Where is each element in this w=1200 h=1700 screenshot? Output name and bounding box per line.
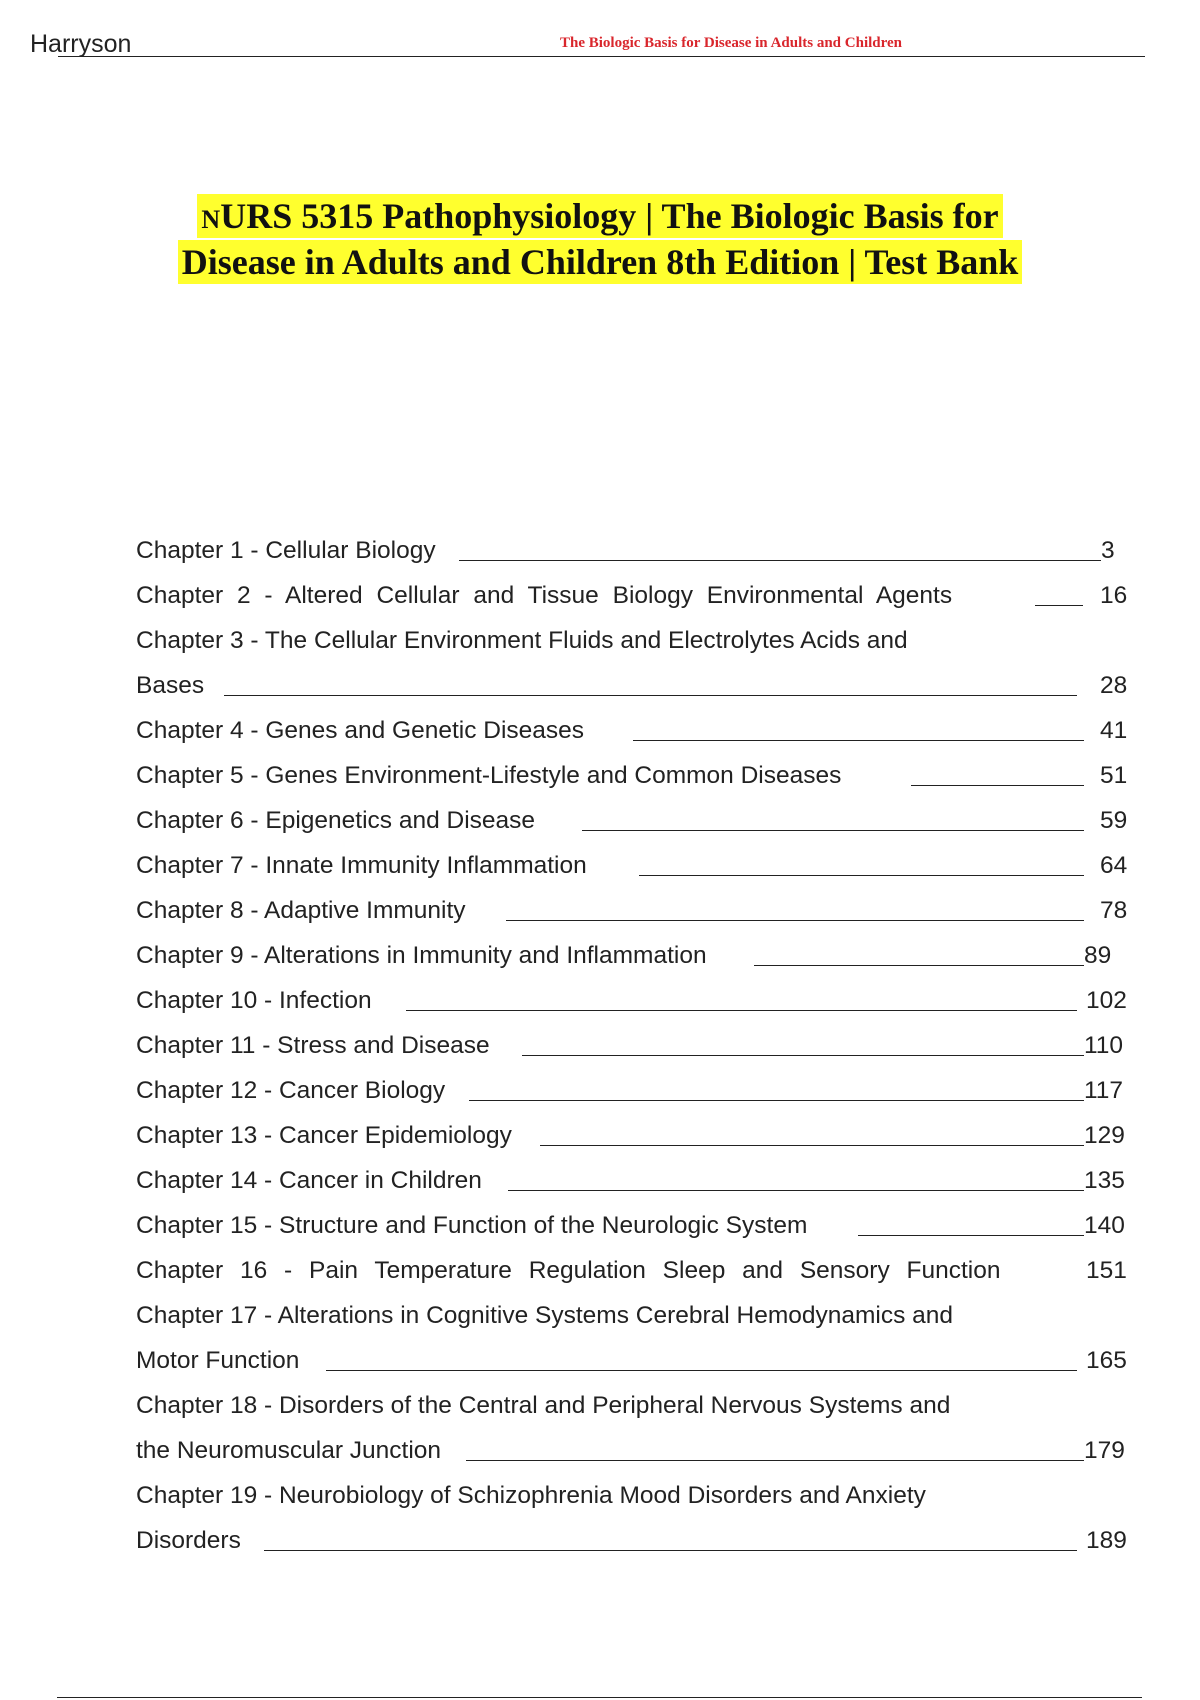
toc-entry-label: Chapter 12 - Cancer Biology xyxy=(136,1077,446,1104)
toc-entry-label: Disorders xyxy=(136,1527,241,1554)
toc-entry-page: 78 xyxy=(1100,897,1128,924)
toc-leader xyxy=(754,965,1084,966)
toc-entry-label: Chapter 4 - Genes and Genetic Diseases xyxy=(136,717,585,744)
toc-entry[interactable] xyxy=(136,1203,1125,1248)
toc-entry[interactable] xyxy=(136,753,1128,798)
toc-entry-continuation[interactable] xyxy=(136,1428,1125,1473)
toc-leader xyxy=(858,1235,1084,1236)
toc-entry-label: Bases xyxy=(136,672,205,699)
toc-entry[interactable] xyxy=(136,528,1115,573)
toc-entry-page: 135 xyxy=(1084,1167,1125,1194)
page-header xyxy=(30,28,1145,58)
toc-entry-continuation[interactable] xyxy=(136,1518,1127,1563)
toc-entry-page: 59 xyxy=(1100,807,1128,834)
toc-entry-page: 151 xyxy=(1086,1257,1127,1284)
toc-entry[interactable] xyxy=(136,1158,1125,1203)
toc-entry-page: 140 xyxy=(1084,1212,1125,1239)
toc-entry-label: Chapter 7 - Innate Immunity Inflammation xyxy=(136,852,587,879)
toc-entry-page: 41 xyxy=(1100,717,1128,744)
toc-entry[interactable] xyxy=(136,888,1128,933)
toc-entry[interactable] xyxy=(136,1383,1096,1428)
toc-entry[interactable] xyxy=(136,798,1128,843)
toc-entry-page: 64 xyxy=(1100,852,1128,879)
toc-entry-page: 3 xyxy=(1101,537,1115,564)
toc-entry-page: 189 xyxy=(1086,1527,1127,1554)
toc-entry-label: Chapter 6 - Epigenetics and Disease xyxy=(136,807,536,834)
toc-entry-page: 89 xyxy=(1084,942,1112,969)
toc-entry-page: 110 xyxy=(1084,1032,1124,1059)
toc-entry-page: 28 xyxy=(1100,672,1128,699)
footer-rule xyxy=(57,1697,1142,1698)
toc-leader xyxy=(506,920,1084,921)
toc-entry[interactable] xyxy=(136,1023,1124,1068)
toc-entry[interactable] xyxy=(136,618,1096,663)
toc-entry-continuation[interactable] xyxy=(136,1338,1127,1383)
toc-entry-label: Chapter 19 - Neurobiology of Schizophrenia Mood Disorders and Anxiety xyxy=(136,1482,926,1509)
toc-entry-label: Chapter 3 - The Cellular Environment Fluids and Electrolytes Acids and xyxy=(136,627,908,654)
toc-leader xyxy=(1035,605,1083,606)
toc-entry-label: Chapter 8 - Adaptive Immunity xyxy=(136,897,466,924)
toc-leader xyxy=(633,740,1084,741)
header-rule xyxy=(58,56,1145,57)
toc-entry-label: Chapter 17 - Alterations in Cognitive Systems Cerebral Hemodynamics and xyxy=(136,1302,954,1329)
toc-entry[interactable] xyxy=(136,1248,1127,1293)
header-author: Harryson xyxy=(30,30,132,58)
toc-leader xyxy=(911,785,1084,786)
toc-entry-label: Chapter 16 - Pain Temperature Regulation Sleep and Sensory Function xyxy=(136,1257,1001,1284)
toc-leader xyxy=(406,1010,1077,1011)
document-title xyxy=(0,195,1200,284)
title-line-1 xyxy=(197,194,1002,238)
toc-entry[interactable] xyxy=(136,1068,1124,1113)
toc-entry-label: Chapter 10 - Infection xyxy=(136,987,372,1014)
toc-entry[interactable] xyxy=(136,708,1128,753)
toc-leader xyxy=(466,1460,1084,1461)
toc-entry-label: the Neuromuscular Junction xyxy=(136,1437,442,1464)
toc-entry-label: Chapter 13 - Cancer Epidemiology xyxy=(136,1122,512,1149)
toc-entry-page: 102 xyxy=(1086,987,1127,1014)
table-of-contents xyxy=(136,528,1128,1563)
toc-leader xyxy=(459,560,1101,561)
toc-entry-label: Chapter 15 - Structure and Function of the Neurologic System xyxy=(136,1212,808,1239)
toc-leader xyxy=(469,1100,1084,1101)
toc-entry-page: 117 xyxy=(1084,1077,1124,1104)
toc-entry-label: Chapter 2 - Altered Cellular and Tissue Biology Environmental Agents xyxy=(136,582,953,609)
toc-entry[interactable] xyxy=(136,978,1127,1023)
toc-entry-continuation[interactable] xyxy=(136,663,1128,708)
toc-entry[interactable] xyxy=(136,843,1128,888)
toc-entry[interactable] xyxy=(136,1473,1096,1518)
toc-entry[interactable] xyxy=(136,573,1128,618)
toc-entry-label: Chapter 1 - Cellular Biology xyxy=(136,537,436,564)
toc-entry-label: Chapter 14 - Cancer in Children xyxy=(136,1167,482,1194)
toc-entry-page: 16 xyxy=(1100,582,1128,609)
toc-entry-page: 165 xyxy=(1086,1347,1127,1374)
toc-entry[interactable] xyxy=(136,933,1112,978)
toc-leader xyxy=(326,1370,1077,1371)
toc-leader xyxy=(540,1145,1084,1146)
toc-entry-page: 51 xyxy=(1100,762,1128,789)
toc-leader xyxy=(582,830,1084,831)
title-line-2: Disease in Adults and Children 8th Edition | Test Bank xyxy=(178,240,1023,284)
header-running-title: The Biologic Basis for Disease in Adults and Children xyxy=(560,35,903,51)
toc-leader xyxy=(264,1550,1077,1551)
toc-leader xyxy=(522,1055,1084,1056)
toc-entry-label: Chapter 18 - Disorders of the Central and Peripheral Nervous Systems and xyxy=(136,1392,951,1419)
toc-leader xyxy=(639,875,1084,876)
toc-entry[interactable] xyxy=(136,1293,1096,1338)
toc-entry[interactable] xyxy=(136,1113,1125,1158)
toc-entry-label: Motor Function xyxy=(136,1347,300,1374)
toc-leader xyxy=(224,695,1077,696)
toc-entry-label: Chapter 9 - Alterations in Immunity and Inflammation xyxy=(136,942,707,969)
toc-entry-label: Chapter 11 - Stress and Disease xyxy=(136,1032,490,1059)
toc-leader xyxy=(508,1190,1084,1191)
title-initial: N xyxy=(201,205,221,234)
toc-entry-page: 179 xyxy=(1084,1437,1125,1464)
toc-entry-page: 129 xyxy=(1084,1122,1125,1149)
toc-entry-label: Chapter 5 - Genes Environment-Lifestyle and Common Diseases xyxy=(136,762,842,789)
title-line-1-text: URS 5315 Pathophysiology | The Biologic Basis for xyxy=(220,196,999,236)
